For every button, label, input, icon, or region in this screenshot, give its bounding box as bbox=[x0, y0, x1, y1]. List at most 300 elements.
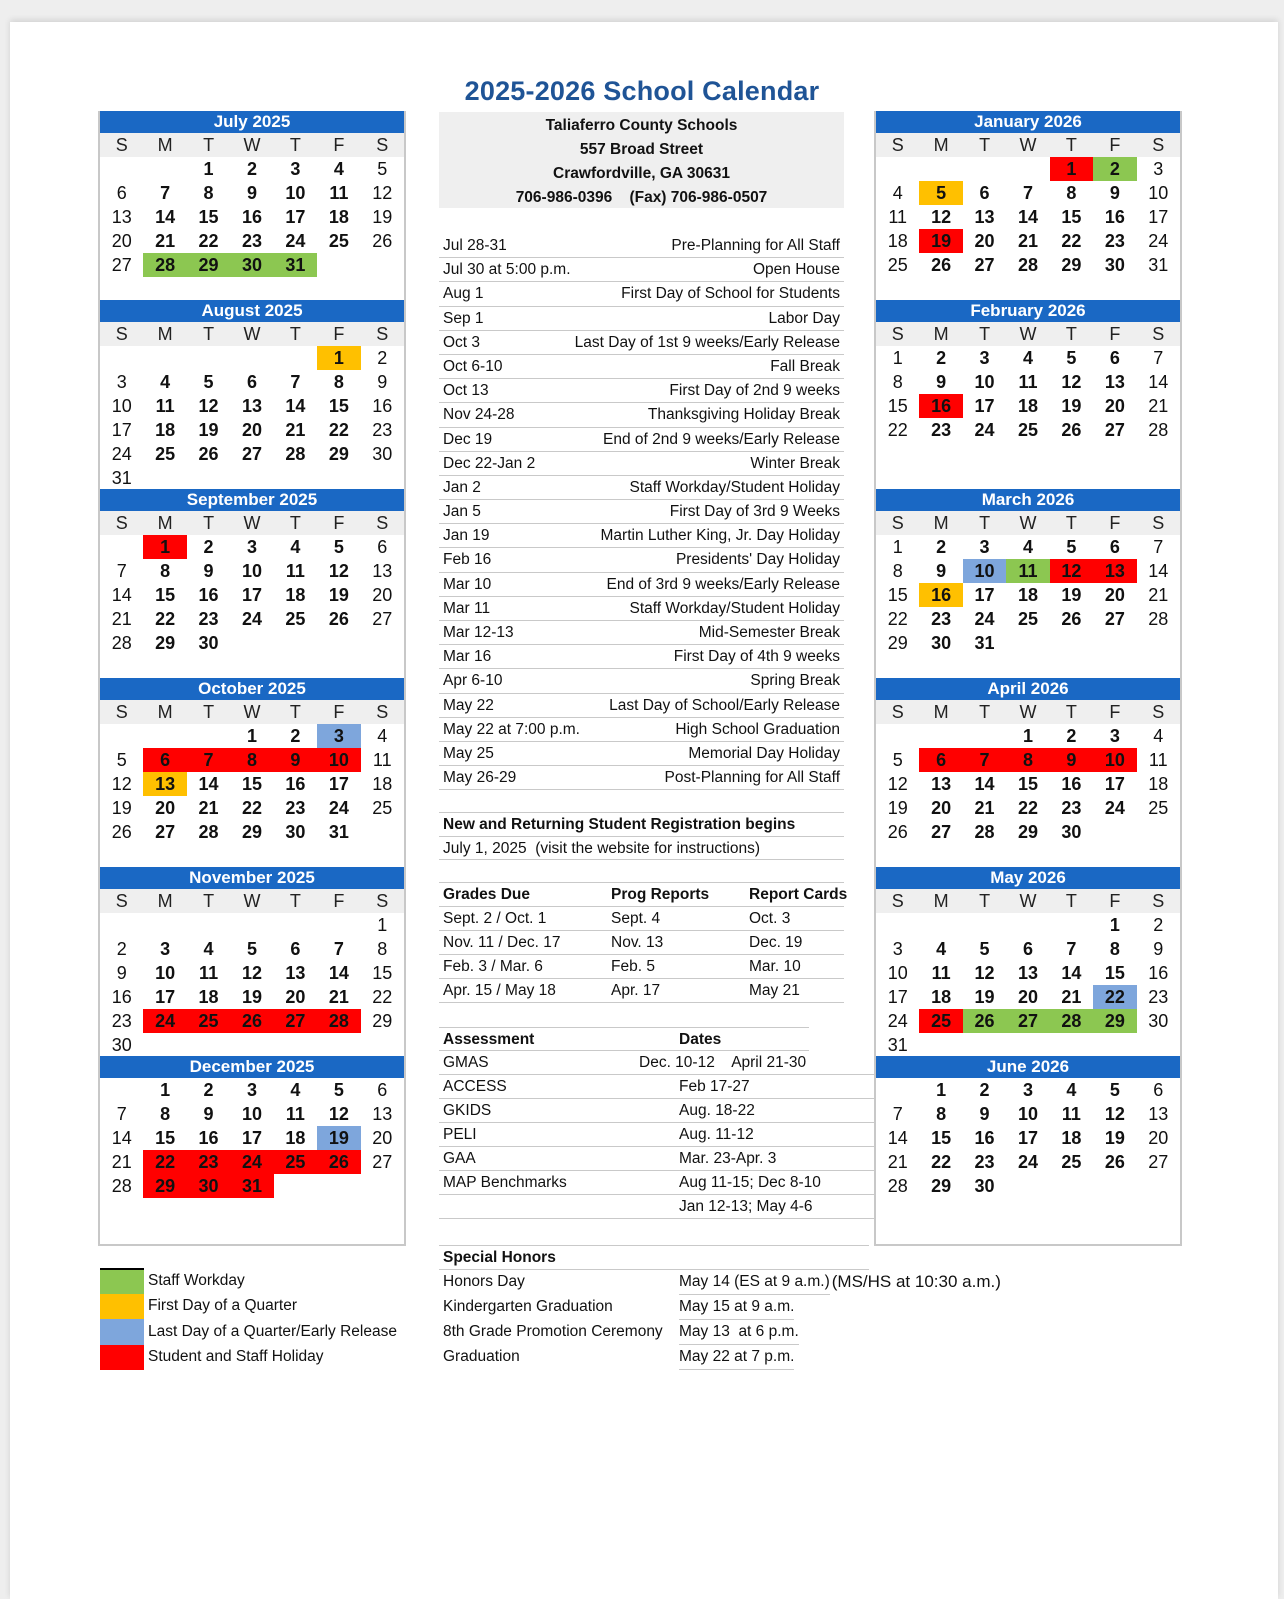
day-cell: 20 bbox=[1104, 396, 1125, 416]
day-cell: 7 bbox=[1022, 183, 1033, 203]
empty-day-cell bbox=[1050, 913, 1093, 937]
day-cell: 25 bbox=[887, 255, 908, 275]
weekday-label: S bbox=[376, 135, 389, 155]
weekday-label: S bbox=[115, 702, 128, 722]
day-cell-red: 23 bbox=[187, 1150, 230, 1174]
day-cell: 14 bbox=[1017, 207, 1038, 227]
event-description: First Day of 3rd 9 Weeks bbox=[669, 503, 840, 521]
day-cell: 25 bbox=[328, 231, 349, 251]
weekday-label: S bbox=[891, 324, 904, 344]
day-cell: 18 bbox=[285, 585, 306, 605]
event-description: End of 3rd 9 weeks/Early Release bbox=[606, 575, 840, 593]
day-cell: 9 bbox=[203, 561, 214, 581]
color-legend bbox=[100, 1268, 397, 1370]
weekday-label: F bbox=[333, 324, 345, 344]
day-cell: 3 bbox=[1109, 726, 1120, 746]
day-cell: 16 bbox=[285, 774, 306, 794]
assessment-name: GAA bbox=[443, 1150, 476, 1167]
day-cell: 24 bbox=[241, 609, 262, 629]
day-cell: 16 bbox=[111, 987, 132, 1007]
day-cell: 2 bbox=[203, 537, 214, 557]
day-cell: 19 bbox=[1061, 396, 1082, 416]
day-cell: 20 bbox=[155, 798, 176, 818]
assessment-table bbox=[439, 1027, 874, 1219]
day-cell: 7 bbox=[290, 372, 301, 392]
honors-name: Kindergarten Graduation bbox=[443, 1298, 613, 1315]
event-date: Mar 10 bbox=[443, 575, 492, 593]
day-cell-red: 9 bbox=[1050, 748, 1093, 772]
day-cell: 7 bbox=[160, 183, 171, 203]
day-cell: 7 bbox=[116, 1104, 127, 1124]
weekday-label: T bbox=[289, 891, 301, 911]
day-cell: 2 bbox=[1153, 915, 1164, 935]
assessment-dates: Aug 11-15; Dec 8-10 bbox=[679, 1174, 821, 1191]
day-cell: 29 bbox=[155, 633, 176, 653]
day-cell: 13 bbox=[241, 396, 262, 416]
day-cell: 24 bbox=[328, 798, 349, 818]
day-cell: 21 bbox=[198, 798, 219, 818]
day-cell: 19 bbox=[1104, 1128, 1125, 1148]
event-row bbox=[439, 718, 844, 742]
month-title: April 2026 bbox=[876, 678, 1180, 700]
event-description: Last Day of School/Early Release bbox=[609, 696, 840, 714]
weekday-label: S bbox=[376, 324, 389, 344]
day-cell: 28 bbox=[111, 633, 132, 653]
day-cell: 15 bbox=[328, 396, 349, 416]
event-date: Apr 6-10 bbox=[443, 672, 503, 690]
event-description: First Day of 4th 9 weeks bbox=[673, 648, 840, 666]
day-cell-red: 22 bbox=[143, 1150, 186, 1174]
day-cell-green: 31 bbox=[274, 253, 317, 277]
weekday-label: T bbox=[1065, 513, 1077, 533]
day-cell: 13 bbox=[931, 774, 952, 794]
day-cell-green: 27 bbox=[1006, 1009, 1049, 1033]
weekday-label: T bbox=[203, 135, 215, 155]
day-cell: 14 bbox=[285, 396, 306, 416]
day-cell: 30 bbox=[285, 822, 306, 842]
day-cell: 1 bbox=[1109, 915, 1120, 935]
month-title: November 2025 bbox=[100, 867, 404, 889]
day-cell: 22 bbox=[931, 1152, 952, 1172]
month-title: August 2025 bbox=[100, 300, 404, 322]
months-column-left bbox=[98, 111, 406, 1246]
day-cell: 5 bbox=[1109, 1080, 1120, 1100]
weekday-header-row bbox=[100, 511, 404, 535]
day-cell: 3 bbox=[160, 939, 171, 959]
event-description: First Day of School for Students bbox=[621, 285, 840, 303]
weekday-label: W bbox=[243, 891, 261, 911]
day-cell: 8 bbox=[936, 1104, 947, 1124]
month-calendar bbox=[100, 489, 404, 655]
day-cell-red: 25 bbox=[187, 1009, 230, 1033]
weekday-label: M bbox=[157, 135, 173, 155]
day-cell-red: 8 bbox=[1006, 748, 1049, 772]
day-cell: 22 bbox=[887, 609, 908, 629]
day-cell: 17 bbox=[1017, 1128, 1038, 1148]
grades-cell: Nov. 13 bbox=[611, 934, 664, 951]
legend-swatch bbox=[100, 1294, 144, 1320]
month-days-grid bbox=[876, 1078, 1180, 1198]
day-cell-green: 30 bbox=[230, 253, 273, 277]
day-cell: 15 bbox=[887, 396, 908, 416]
event-description: Winter Break bbox=[750, 454, 840, 472]
day-cell: 30 bbox=[1148, 1011, 1169, 1031]
empty-day-cell bbox=[876, 724, 919, 748]
day-cell: 1 bbox=[246, 726, 257, 746]
honors-name: Graduation bbox=[443, 1348, 520, 1365]
day-cell-red: 26 bbox=[230, 1009, 273, 1033]
day-cell-gold: 1 bbox=[317, 346, 360, 370]
day-cell: 18 bbox=[285, 1128, 306, 1148]
empty-day-cell bbox=[876, 157, 919, 181]
registration-heading: New and Returning Student Registration begins bbox=[439, 812, 844, 836]
event-row bbox=[439, 234, 844, 258]
event-row bbox=[439, 331, 844, 355]
day-cell: 30 bbox=[111, 1035, 132, 1055]
event-description: Presidents' Day Holiday bbox=[675, 551, 840, 569]
day-cell-red: 10 bbox=[317, 748, 360, 772]
day-cell: 3 bbox=[1153, 159, 1164, 179]
empty-day-cell bbox=[100, 157, 143, 181]
day-cell-red: 24 bbox=[230, 1150, 273, 1174]
day-cell: 11 bbox=[199, 963, 219, 983]
day-cell-red: 30 bbox=[187, 1174, 230, 1198]
day-cell-red: 25 bbox=[274, 1150, 317, 1174]
honors-date: May 22 at 7 p.m. bbox=[679, 1345, 794, 1370]
day-cell: 22 bbox=[1061, 231, 1082, 251]
day-cell: 7 bbox=[1153, 537, 1164, 557]
weekday-label: T bbox=[979, 702, 991, 722]
grades-cell: Sept. 2 / Oct. 1 bbox=[443, 910, 547, 927]
day-cell: 25 bbox=[1017, 609, 1038, 629]
day-cell: 24 bbox=[285, 231, 306, 251]
month-days-grid bbox=[876, 157, 1180, 277]
day-cell: 14 bbox=[974, 774, 995, 794]
month-title: February 2026 bbox=[876, 300, 1180, 322]
day-cell: 24 bbox=[1104, 798, 1125, 818]
day-cell: 7 bbox=[1066, 939, 1077, 959]
weekday-header-row bbox=[100, 700, 404, 724]
day-cell: 11 bbox=[1018, 372, 1038, 392]
day-cell: 12 bbox=[931, 207, 952, 227]
day-cell-red: 19 bbox=[919, 229, 962, 253]
day-cell: 4 bbox=[1022, 537, 1033, 557]
day-cell: 21 bbox=[974, 798, 995, 818]
day-cell: 15 bbox=[1104, 963, 1125, 983]
day-cell: 17 bbox=[974, 396, 995, 416]
weekday-label: M bbox=[933, 702, 949, 722]
day-cell: 12 bbox=[1061, 372, 1082, 392]
day-cell: 26 bbox=[1061, 609, 1082, 629]
day-cell: 19 bbox=[887, 798, 908, 818]
event-row bbox=[439, 355, 844, 379]
month-title: March 2026 bbox=[876, 489, 1180, 511]
day-cell: 26 bbox=[328, 609, 349, 629]
month-calendar bbox=[100, 867, 404, 1057]
day-cell-green: 28 bbox=[1050, 1009, 1093, 1033]
event-date: Jan 2 bbox=[443, 478, 481, 496]
day-cell: 16 bbox=[198, 585, 219, 605]
day-cell: 9 bbox=[979, 1104, 990, 1124]
day-cell: 26 bbox=[198, 444, 219, 464]
weekday-label: T bbox=[289, 324, 301, 344]
honors-row bbox=[439, 1320, 1039, 1345]
weekday-label: T bbox=[979, 891, 991, 911]
month-title: October 2025 bbox=[100, 678, 404, 700]
day-cell: 22 bbox=[241, 798, 262, 818]
day-cell: 4 bbox=[936, 939, 947, 959]
assessment-row bbox=[439, 1123, 874, 1147]
day-cell: 20 bbox=[1017, 987, 1038, 1007]
grades-cell: Feb. 3 / Mar. 6 bbox=[443, 958, 543, 975]
grades-header: Prog Reports bbox=[611, 886, 710, 903]
day-cell: 12 bbox=[328, 561, 349, 581]
empty-day-cell bbox=[100, 913, 143, 937]
weekday-label: W bbox=[243, 135, 261, 155]
event-description: Labor Day bbox=[768, 309, 840, 327]
day-cell: 12 bbox=[198, 396, 219, 416]
day-cell: 4 bbox=[203, 939, 214, 959]
legend-item bbox=[100, 1345, 397, 1371]
empty-day-cell bbox=[230, 346, 273, 370]
event-row bbox=[439, 742, 844, 766]
event-date: Nov 24-28 bbox=[443, 406, 515, 424]
day-cell: 8 bbox=[892, 561, 903, 581]
event-row bbox=[439, 573, 844, 597]
event-date: Jan 5 bbox=[443, 503, 481, 521]
weekday-label: T bbox=[289, 513, 301, 533]
day-cell-red: 25 bbox=[919, 1009, 962, 1033]
day-cell: 3 bbox=[1022, 1080, 1033, 1100]
event-row bbox=[439, 379, 844, 403]
weekday-label: F bbox=[333, 135, 345, 155]
day-cell: 29 bbox=[1017, 822, 1038, 842]
day-cell: 22 bbox=[1017, 798, 1038, 818]
day-cell: 15 bbox=[1061, 207, 1082, 227]
legend-label: Student and Staff Holiday bbox=[148, 1348, 324, 1366]
weekday-label: F bbox=[1109, 135, 1121, 155]
assessment-name: ACCESS bbox=[443, 1078, 507, 1095]
day-cell: 17 bbox=[887, 987, 908, 1007]
day-cell: 10 bbox=[887, 963, 908, 983]
day-cell: 1 bbox=[1022, 726, 1033, 746]
weekday-label: M bbox=[157, 513, 173, 533]
day-cell: 23 bbox=[285, 798, 306, 818]
event-date: Dec 22-Jan 2 bbox=[443, 454, 536, 472]
day-cell-red: 24 bbox=[143, 1009, 186, 1033]
weekday-label: S bbox=[891, 135, 904, 155]
day-cell: 10 bbox=[1148, 183, 1169, 203]
event-description: Open House bbox=[752, 261, 840, 279]
weekday-label: W bbox=[243, 324, 261, 344]
weekday-label: T bbox=[979, 135, 991, 155]
day-cell: 31 bbox=[887, 1035, 908, 1055]
weekday-header-row bbox=[876, 322, 1180, 346]
day-cell: 14 bbox=[198, 774, 219, 794]
day-cell: 11 bbox=[1148, 750, 1168, 770]
day-cell: 22 bbox=[328, 420, 349, 440]
day-cell: 28 bbox=[887, 1176, 908, 1196]
day-cell: 29 bbox=[328, 444, 349, 464]
day-cell: 28 bbox=[111, 1176, 132, 1196]
day-cell: 10 bbox=[155, 963, 176, 983]
day-cell-red: 31 bbox=[230, 1174, 273, 1198]
day-cell: 15 bbox=[241, 774, 262, 794]
month-title: May 2026 bbox=[876, 867, 1180, 889]
day-cell-green: 28 bbox=[143, 253, 186, 277]
honors-date: May 15 at 9 a.m. bbox=[679, 1295, 794, 1320]
legend-item bbox=[100, 1294, 397, 1320]
month-calendar bbox=[876, 111, 1180, 277]
event-description: Pre-Planning for All Staff bbox=[671, 237, 840, 254]
day-cell: 15 bbox=[1017, 774, 1038, 794]
day-cell: 27 bbox=[1104, 420, 1125, 440]
month-days-grid bbox=[876, 346, 1180, 442]
empty-day-cell bbox=[919, 157, 962, 181]
day-cell-red: 6 bbox=[919, 748, 962, 772]
day-cell: 18 bbox=[328, 207, 349, 227]
day-cell: 11 bbox=[285, 561, 305, 581]
day-cell: 6 bbox=[246, 372, 257, 392]
day-cell: 27 bbox=[372, 1152, 393, 1172]
day-cell: 5 bbox=[1066, 348, 1077, 368]
event-date: May 22 bbox=[443, 696, 494, 714]
day-cell: 8 bbox=[203, 183, 214, 203]
month-calendar bbox=[876, 678, 1180, 844]
day-cell: 28 bbox=[198, 822, 219, 842]
day-cell-gold: 16 bbox=[919, 583, 962, 607]
day-cell: 14 bbox=[111, 585, 132, 605]
month-days-grid bbox=[100, 157, 404, 277]
assessment-name: GMAS bbox=[443, 1054, 489, 1071]
day-cell: 15 bbox=[372, 963, 393, 983]
month-days-grid bbox=[100, 1078, 404, 1198]
day-cell: 22 bbox=[155, 609, 176, 629]
day-cell: 11 bbox=[931, 963, 951, 983]
day-cell: 10 bbox=[974, 372, 995, 392]
day-cell: 12 bbox=[241, 963, 262, 983]
day-cell: 13 bbox=[111, 207, 132, 227]
day-cell-green: 11 bbox=[1006, 559, 1049, 583]
day-cell: 3 bbox=[246, 537, 257, 557]
weekday-label: W bbox=[1019, 324, 1037, 344]
day-cell: 5 bbox=[1066, 537, 1077, 557]
honors-heading: Special Honors bbox=[439, 1245, 869, 1270]
honors-date: May 13 at 6 p.m. bbox=[679, 1320, 799, 1345]
day-cell: 30 bbox=[198, 633, 219, 653]
day-cell: 24 bbox=[887, 1011, 908, 1031]
day-cell: 26 bbox=[1104, 1152, 1125, 1172]
day-cell: 11 bbox=[329, 183, 349, 203]
weekday-label: S bbox=[1152, 324, 1165, 344]
weekday-header-row bbox=[100, 322, 404, 346]
day-cell: 27 bbox=[931, 822, 952, 842]
legend-item bbox=[100, 1268, 397, 1294]
day-cell-green: 2 bbox=[1093, 157, 1136, 181]
day-cell: 27 bbox=[974, 255, 995, 275]
day-cell: 8 bbox=[1066, 183, 1077, 203]
day-cell: 21 bbox=[328, 987, 349, 1007]
day-cell: 10 bbox=[241, 561, 262, 581]
month-calendar bbox=[876, 867, 1180, 1057]
day-cell: 18 bbox=[1061, 1128, 1082, 1148]
day-cell: 31 bbox=[328, 822, 349, 842]
event-description: Memorial Day Holiday bbox=[688, 744, 840, 762]
assessment-dates: Dec. 10-12 April 21-30 bbox=[639, 1054, 807, 1071]
day-cell: 20 bbox=[974, 231, 995, 251]
month-days-grid bbox=[100, 724, 404, 844]
weekday-label: F bbox=[1109, 702, 1121, 722]
weekday-label: T bbox=[289, 702, 301, 722]
day-cell: 15 bbox=[198, 207, 219, 227]
month-days-grid bbox=[100, 913, 404, 1057]
months-column-right bbox=[874, 111, 1182, 1246]
weekday-label: T bbox=[203, 891, 215, 911]
honors-row bbox=[439, 1270, 1039, 1295]
month-calendar bbox=[876, 489, 1180, 655]
weekday-label: S bbox=[115, 891, 128, 911]
day-cell: 29 bbox=[931, 1176, 952, 1196]
empty-day-cell bbox=[1006, 913, 1049, 937]
weekday-label: S bbox=[891, 891, 904, 911]
month-title: July 2025 bbox=[100, 111, 404, 133]
event-date: May 22 at 7:00 p.m. bbox=[443, 720, 580, 738]
day-cell: 22 bbox=[887, 420, 908, 440]
weekday-label: M bbox=[933, 135, 949, 155]
day-cell-green: 29 bbox=[1093, 1009, 1136, 1033]
event-row bbox=[439, 548, 844, 572]
day-cell: 5 bbox=[377, 159, 388, 179]
event-description: Thanksgiving Holiday Break bbox=[647, 406, 840, 424]
day-cell: 27 bbox=[1104, 609, 1125, 629]
district-name: Taliaferro County Schools bbox=[545, 117, 738, 134]
day-cell: 15 bbox=[887, 585, 908, 605]
day-cell: 28 bbox=[1148, 609, 1169, 629]
day-cell: 10 bbox=[285, 183, 306, 203]
month-days-grid bbox=[100, 346, 404, 490]
day-cell: 1 bbox=[160, 1080, 171, 1100]
day-cell: 31 bbox=[111, 468, 132, 488]
day-cell: 11 bbox=[155, 396, 175, 416]
event-description: Mid-Semester Break bbox=[698, 624, 840, 641]
day-cell: 4 bbox=[1153, 726, 1164, 746]
day-cell: 23 bbox=[931, 609, 952, 629]
grades-header: Report Cards bbox=[749, 886, 848, 903]
month-days-grid bbox=[876, 913, 1180, 1057]
day-cell: 10 bbox=[111, 396, 132, 416]
day-cell: 2 bbox=[1066, 726, 1077, 746]
day-cell: 17 bbox=[155, 987, 176, 1007]
grades-cell: May 21 bbox=[749, 982, 800, 999]
weekday-label: W bbox=[1019, 513, 1037, 533]
day-cell: 11 bbox=[1061, 1104, 1081, 1124]
month-title: September 2025 bbox=[100, 489, 404, 511]
day-cell: 23 bbox=[1148, 987, 1169, 1007]
weekday-header-row bbox=[876, 700, 1180, 724]
day-cell: 1 bbox=[377, 915, 388, 935]
day-cell: 19 bbox=[111, 798, 132, 818]
assessment-header-row bbox=[439, 1027, 809, 1051]
day-cell: 13 bbox=[372, 1104, 393, 1124]
weekday-label: S bbox=[115, 324, 128, 344]
day-cell: 26 bbox=[1061, 420, 1082, 440]
day-cell: 11 bbox=[372, 750, 392, 770]
day-cell: 14 bbox=[1061, 963, 1082, 983]
event-row bbox=[439, 500, 844, 524]
empty-day-cell bbox=[143, 346, 186, 370]
day-cell: 26 bbox=[887, 822, 908, 842]
empty-day-cell bbox=[100, 535, 143, 559]
